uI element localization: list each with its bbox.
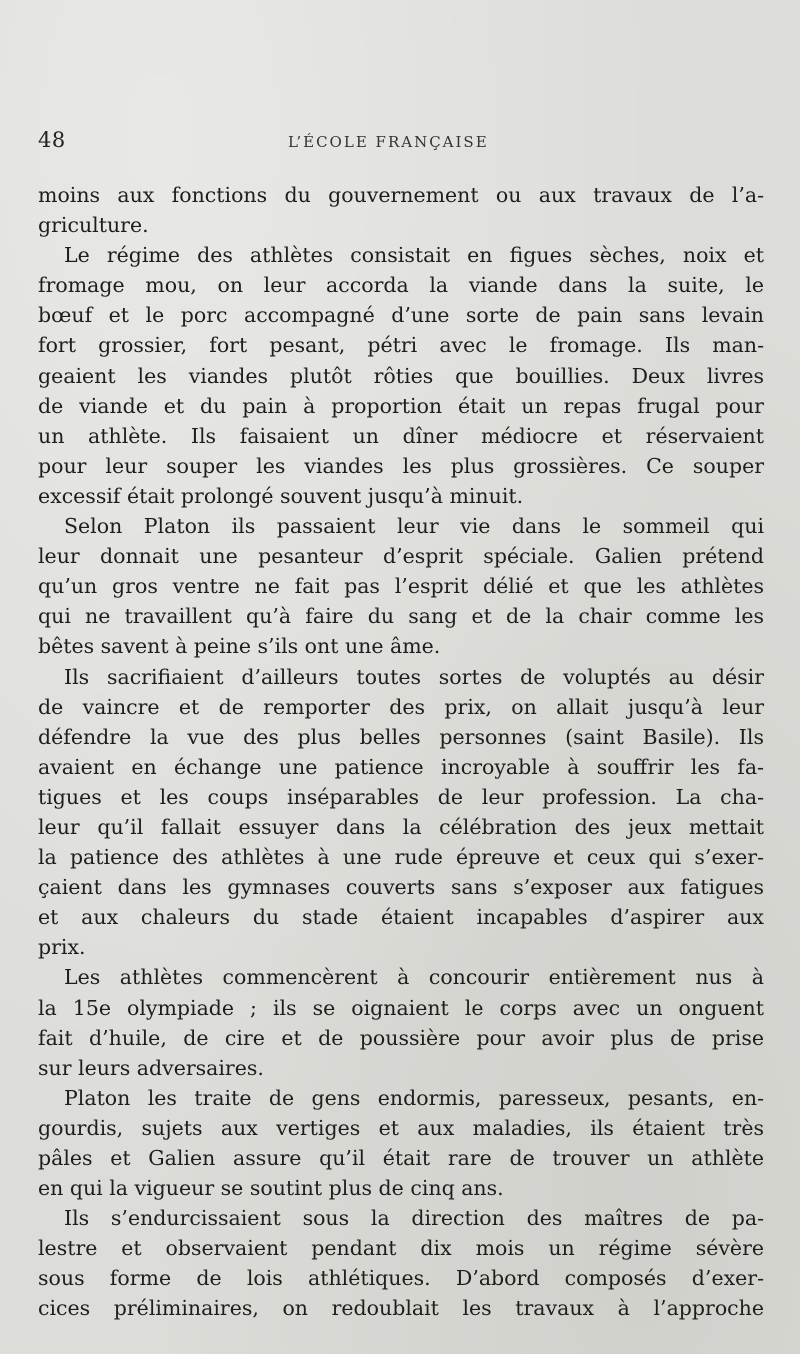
text-line: de viande et du pain à proportion était un repas frugal pour (38, 393, 764, 418)
text-line: qu’un gros ventre ne fait pas l’esprit délié et que les athlètes (38, 574, 764, 599)
text-line: Le régime des athlètes consistait en figues sèches, noix et (64, 243, 764, 268)
text-line: la patience des athlètes à une rude épreuve et ceux qui s’exer- (38, 845, 764, 870)
text-line: lestre et observaient pendant dix mois un régime sévère (38, 1236, 764, 1261)
text-line: leur qu’il fallait essuyer dans la célébration des jeux mettait (38, 814, 764, 839)
text-line: de vaincre et de remporter des prix, on allait jusqu’à leur (38, 694, 764, 719)
text-line: cices préliminaires, on redoublait les travaux à l’approche (38, 1296, 764, 1321)
page-number: 48 (38, 128, 66, 152)
text-line: Platon les traite de gens endormis, paresseux, pesants, en- (64, 1085, 764, 1110)
text-line: défendre la vue des plus belles personnes (saint Basile). Ils (38, 724, 764, 749)
text-line: qui ne travaillent qu’à faire du sang et de la chair comme les (38, 604, 764, 629)
text-line: geaient les viandes plutôt rôties que bouillies. Deux livres (38, 363, 764, 388)
text-line: en qui la vigueur se soutint plus de cinq ans. (38, 1176, 504, 1201)
running-title: L’ÉCOLE FRANÇAISE (288, 133, 489, 151)
text-line: sous forme de lois athlétiques. D’abord composés d’exer- (38, 1266, 764, 1291)
text-line: pour leur souper les viandes les plus grossières. Ce souper (38, 453, 764, 478)
text-line: tigues et les coups inséparables de leur profession. La cha- (38, 784, 764, 809)
text-line: çaient dans les gymnases couverts sans s’exposer aux fatigues (38, 875, 764, 900)
text-line: sur leurs adversaires. (38, 1055, 264, 1080)
text-line: excessif était prolongé souvent jusqu’à minuit. (38, 483, 524, 508)
text-line: bêtes savent à peine s’ils ont une âme. (38, 634, 441, 659)
text-line: moins aux fonctions du gouvernement ou aux travaux de l’a- (38, 183, 764, 207)
text-line: fait d’huile, de cire et de poussière pour avoir plus de prise (38, 1025, 764, 1050)
text-line: et aux chaleurs du stade étaient incapables d’aspirer aux (38, 905, 764, 930)
text-line: griculture. (38, 213, 149, 238)
text-line: fromage mou, on leur accorda la viande dans la suite, le (38, 273, 764, 298)
text-line: un athlète. Ils faisaient un dîner médiocre et réservaient (38, 423, 764, 448)
text-line: bœuf et le porc accompagné d’une sorte de pain sans levain (38, 303, 764, 328)
text-line: Les athlètes commencèrent à concourir entièrement nus à (64, 965, 764, 990)
text-line: la 15e olympiade ; ils se oignaient le corps avec un onguent (38, 995, 764, 1020)
text-line: Selon Platon ils passaient leur vie dans le sommeil qui (64, 514, 764, 539)
text-line: fort grossier, fort pesant, pétri avec le fromage. Ils man- (38, 333, 764, 358)
text-line: leur donnait une pesanteur d’esprit spéciale. Galien prétend (38, 544, 764, 569)
text-line: avaient en échange une patience incroyable à souffrir les fa- (38, 754, 764, 779)
text-line: gourdis, sujets aux vertiges et aux maladies, ils étaient très (38, 1115, 764, 1140)
body-text (38, 180, 764, 1324)
text-line: Ils s’endurcissaient sous la direction des maîtres de pa- (64, 1206, 764, 1231)
text-line: prix. (38, 935, 86, 960)
text-line: pâles et Galien assure qu’il était rare de trouver un athlète (38, 1146, 764, 1170)
text-line: Ils sacrifiaient d’ailleurs toutes sortes de voluptés au désir (64, 664, 764, 689)
running-head (38, 128, 768, 158)
